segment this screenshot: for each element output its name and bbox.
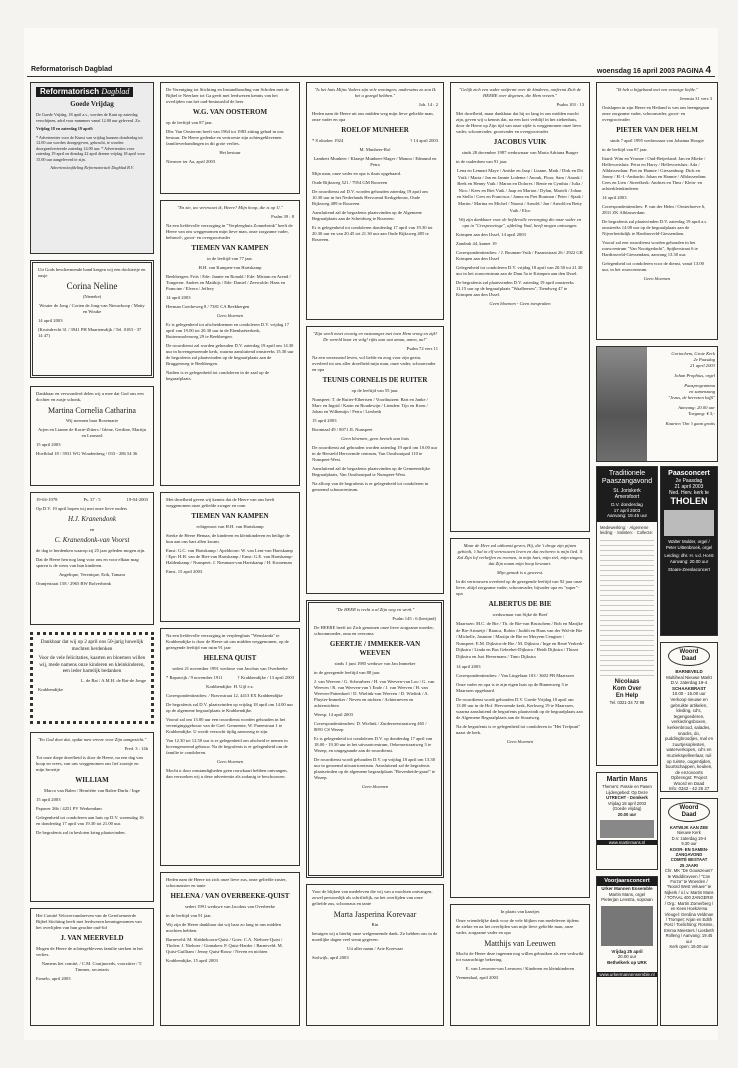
thanks-van-leeuwen: In plaats van kaartjes Onze vriendelijke dank voor de vele blijken van medeleven tijdens de ziekte en na het overlijden van mijn lieve geliefde man, onze vader, zorgzame vader en opa Matthijs van Leeuwen Mocht de Heere deze ingemen nog willen gebruiken als een verkwikt tot waarachtige bekering. E. van Leeuwen-van Leeuwen / Kinderen en kleinkinderen Veenendaal, april 2003 — [450, 904, 590, 1026]
concert-gorinchem-ad: Gorinchem, Grote Kerk 2e Paasdag 21 april 2003 Johan Prophius, orgel Paasprogramma en samenzang "Jezus, de herrezen koffi" Aanvang: 20.00 uur Toegang: € 5,- Kaarten 'Om 't gaan gratis — [596, 346, 718, 462]
deceased-name: WILLIAM — [75, 776, 109, 784]
woord-en-daad-barneveld-ad: Woord Daad BARNEVELD Multiheal Nieuwe Markt D.V. zaterdag 19-4 SCHAAKBRAST 10.00 - 15.00 uur Verkoop nieuwe en gebruikte artikelen, kleding, cd's, tegengoederen, verkiezingsboxen, kerkenbrood, salades, snacks, do, puddingbroodjes, mal en zuurtjesoplesten, waterverkopen, cd's en muziekspelleerlaar, ruil op ruimte, oogentijden, buurtschappen, keuken, de enzovoorts Opbrengst: Project Woord en Daad Info: 0342 - 42 26 27 — [660, 642, 718, 792]
website-link[interactable]: www.martinmans.nl — [597, 840, 657, 846]
death-notice-immeker: "De HEER is recht u al Zijn weg en werk." Psalm 145 : 6 (berijmd) De HEERE heeft tot Zich genomen onze lieve zorgzame moeder, schoonmoeder, oma en overoma GEERTJE / IMMEKER-VAN WEEVEN sinds 1 juni 1985 weduwe van Jan Immeker in de gezegende leeftijd van 88 jaar. J. van Weeven / G. Scheurbeer / H. van Weeven-van Loo / G. van Weeven / R. van Weeven-van 't Ende / J. van Weeven / H. van Weeven-Pattenhoel / D. Wielink-van Weeven / D. Wielink / A. Pluyter-Immeker / Neven en nichten / Achterneven en achternichten Weesp, 14 april 2003 Correspondentieadres: D. Wielink / Zuiderzeestraatweg 465 / 8091 CS Wezep Er is gelegenheid tot condoleren D.V. op donderdag 17 april van 18.00 - 19.30 uur in het uitvaartcentrum, Oekensestraatweg 3 te Wezep, en omgegaande aan de rouwdienst. De rouwdienst wordt gehouden D.V. op vrijdag 18 april om 13.30 uur in genoemd uitvaartcentrum. Aansluitend zal de begrafenis plaatsvinden op de algemene begraafplaats "Bovenheide-graaf" te Wezep. Geen bloemen — [306, 600, 444, 878]
church-photo — [664, 510, 714, 536]
page-info: woensdag 16 april 2003 PAGINA 4 — [596, 65, 711, 76]
website-link[interactable]: www.urkermannensemble.nl — [597, 972, 657, 978]
refo-notice: Reformatorisch Dagblad Goede Vrijdag De Goede Vrijdag, 18 april a.s., worden de Kunt op zaterdag verschijnen, adrd voor nummers vanaf 12.00 uur geleverd. Zo. Vrijdag 18 en zaterdag 19 april: * Advertenties voor de Kunst van vrijdag kunnen donderdag tot 12.00 uur worden doorgegeven, gebracht, te worden doorgeadverteerde zaterdag 14.00 uur. * Advertenties voor zaterdag 19 april en dinsdag 22 april dienen vrijdag 18 april voor 15.00 uur aangeleverd te zijn. Advertentieafdeling Reformatorisch Dagblad B.V. — [30, 82, 154, 254]
death-notice-oosterom: De Vereniging tot Stichting en Instandhouding van Scholen met de Bijbel te Neerlaer tot Ga geeft met leedwezen kennis van het overlijden van het oud-bestuurslid de heer W.G. VAN OOSTEROM op de leeftijd van 87 jaar. Dhr. Van Oosterom heeft van 1964 tot 1983 zitting gehad in ons bestuur. De Heere gedenke en vertroeste zijn achtergeblevenen familieverbandingen in dit grote verlies. Het bestuur Nieuwer ter Aa, april 2003 — [160, 82, 300, 194]
thanks-notice: Dankbaar dat wij op 2 april ons 50-jarig huwelijk mochten herdenken Voor de vele felicitaties, kaarten en bloemen willen wij, mede namens onze kinderen en kleinkinderen, een ieder hartelijk bedanken L. de Bat / A.M.H. de Bat-de Jonge Krabbendijke — [30, 632, 154, 724]
death-notice-quist: Na een liefdevolle verzorging in verpleeghuis "Wenslanda" te Krabbendijke is door de Heere uit ons midden weggenomen, op de gezegende leeftijd van ruim 91 jaar HELENA QUIST sedert 21 november 1991 weduwe van Jacobus van Overbeeke * Rapawijk / 9 november 1911 † Krabbendijke / 13 april 2003 Krabbendijke: H. Uijl e.z. Correspondentieadres: / Bravostraat 12, 4413 EX Krabbendijke De begrafenis zal D.V. plaatsvinden op vrijdag 18 april om 14.00 uur op de algemene begraafplaats te Krabbendijke. Vooraf zal om 13.00 uur een rouwdienst worden gehouden in het verenigingsgebouw van de Gref. Gemeente, W. Pareestraat 1 te Krabbendijke. U wordt verzocht tijdig aanwezig te zijn. Van 12.30 tot 12.50 uur is er gelegenheid om afscheid te nemen in bovengenoemd gebouw. Na de begrafenis is er gelegenheid om de familie te condoleren. Geen bloemen Mocht u door omstandigheden geen rouwkaart hebben ontvangen, dan verzoeken wij u deze advertentie als zodanig te beschouwen. — [160, 628, 300, 866]
notice-title: Goede Vrijdag — [70, 100, 114, 108]
thanks-korevaar: Voor de blijken van medeleven die wij van u mochten ontvangen, zowel persoonlijk als schriftelijk, na het overlijden van onze geliefde zus, schoonzus en tante Marta Jasperina Korevaar Rin betuigen wij u hierbij onze welgemeende dank. Zo hebben ons in de moeilijke dagen veel steun gegeven. Uit aller naam / Arie Korevaar Stolwijk, april 2003 — [306, 884, 444, 1026]
paper-name: Reformatorisch Dagblad — [31, 66, 113, 73]
voorjaarsconcert-ad: Voorjaarsconcert Urker Mannen Ensemble Martin Mans, orgel Pieterjan Lenstra, sopraan Vrijdag 25 april 20.00 uur Bethelkerk op URK www.urkermannensemble.nl — [596, 876, 658, 1026]
paasconcert-tholen-ad: Paasconcert 2e Paasdag 21 april 2003 Ned. Herv. kerk te THOLEN Walter Mulder, orgel / Peter Uittenbroek, orgel Leiding: dhr. H. v.d. Horst Aanvang: 20.00 uur Stoare-Zeeslaconcert — [660, 466, 718, 636]
memorial-meerveld: Het Comité Velovervandaerven van de Gereformeerde Bijbel Stichting heeft met leedwezen kennisgenomen van het overlijden van hun geachte oud-lid J. VAN MEERVELD Mogen de Heere de achtergeblevens familie sterken in het verlies. Namens het comité, / C.M. Couijnoreds, voorzitter / T. Timmer, secretaris Ermelo, april 2003 — [30, 908, 154, 1026]
ensemble-photo — [601, 906, 653, 946]
woord-en-daad-logo: Woord Daad — [668, 802, 710, 822]
death-notice-de-ruiter: "Zijn weelt moet eeuwig en vastaanges met toen Hem vroeg en zijk! De wereld baar en volg! rijks aan wat aman, amen, nu!" Psalm 72 vers 11 Na een verrassend leven, vol liefde en zorg voor zijn gezin, overleed tot ons aller droefheid mijn man, onze vader, schoonvader en opa TEUNIS CORNELIS DE RUITER op de leeftijd van 55 jaar. Nunspeet: T. de Ruiter-Elbertsen / Voorthuizen: Bart en Janke / Marc en Ingrid / Karin en Boudewijn / Lienden: Tijo en Koen / Johan en Wilhemijn / Petra / Liesbeth 15 april 2003 Boomtaal 49 / 8071 JL Nunspeet Geen bloemen, geen bezoek aan huis De rouwdienst zal gehouden worden zaterdag 19 april om 10.00 uur in de Hersteld Hervormde centrum, Van Oosthoutpad 110 te Nunspeet-West. Aansluitend zal de begrafenis plaatsvinden op de Gemeentelijke Begraafplaats, Van Oosthoutpad te Nunspeet-West. Na afloop van de begrafenis is er gelegenheid tot condoleren in genoemd schuurcentrum. — [306, 326, 444, 594]
death-notice-van-overbeeke: Heden nam de Heere tot zich onze lieve zus, onze geliefde zuster, schoonzuster en tante HELENA / VAN OVERBEEKE-QUIST sedert 1991 weduwe van Jacobus van Overbeeke in de leeftijd van 91 jaar. Wij zijn de Heere dankbaar dat wij haar zo lang in ons midden mochten hebben. Barneveld: M. Slabbekoorn-Quist / Goes: C.A. Nieboer-Quist / Tholen: J. Nieboer / Ginnaken: P. Quist-Harder / Barneveld: M. Quist-Guilliam / Jenny Quist-Rouw / Neven en nichten Krabbendijke, 15 april 2003 — [160, 872, 300, 1026]
death-notice-vuik: "Gelijk zich een vader ontfermt over de kinderen, ontfermt Zich de HEERE over degenen, die Hem vrezen." Psalm 103 : 13 Met droefheid, maar dankbaar dat hij zo lang in ons midden mocht zijn, geven wij u kennis dat, na een kort verblijf in het ziekenhuis, door de Heere op Zijn tijd van onze zijde is weggenomen onze lieve vader, schoonvader, grootvader en overgrootvader JACOBUS VUIK sinds 28 december 1987 weduwnaar van Maria Adriana Burger in de ouderdom van 91 jaar. Lena en Lennart Maye / Aniske en Jaap / Lianne, Mark / Dirk en Dit Vuik / Maria / Jan en Jannie Lodeme / Anouk, Floor, Sam / Anouk / Beek en Henny Vuik / Maron en Dolores / Bente en Cynthia / Julia / Nico / Kees en Riet Vuik / Jaap en Marion / Dylan, Marieli / Johan en Stella / Cees en Francisca / Janna en Piet Bouman / Peter / Sjaak / Martin / Marina en Michel / Naomi / Arnold / Jan / Arnold en Betty Vuik / Elco Wij zijn dankbaar voor de liefdevolle verzorging die onze vader en opa in "Crespeweinge", afdeling Vaal, heeft mogen ontvangen. Krimpen aan den IJssel, 14 april 2003 Zandrak 44, kamer 19 Correspondentieadres: / J. Bouman-Vuik / Fazantstraat 26 / 2922 GR Krimpen aan den IJssel Gelegenheid tot condoleren D.V. vrijdag 18 april van 20.30 tot 21.30 uur in het rouwcentrum aan de Dam 5a te Krimpen aan den IJssel. De begrafenis zal plaatsvinden D.V. zaterdag 19 april omstreeks 11.15 uur op de begraafplaats "Waalbersen", Tiendweg 47 te Krimpen aan den IJssel. Geen bloemen - Geen toespraken — [450, 82, 590, 532]
paaszangavond-ad: Traditionele Paaszangavond St. Joriskerk Amersfoort D.V. donderdag 17 april 2003 Aanvang: 19.45 uur Medewerking: · Algemene leiding: · Solisten: · Collecte: Nicolaas Kom Over En Help Tel. 0321-34 72 98 — [596, 466, 658, 766]
death-notice-munheer: "Is het huis Mijns Vaders zijn vele woningen; anderszins zo zou Ik het u gezegd hebben." Joh. 14 : 2 Heden nam de Heere uit ons midden weg mijn lieve geliefde man, onze vader en opa ROELOF MUNHEER * 8 oktober 1924 † 14 april 2003 M. Munheer-Rol Lambert Munheer / Klaasje Munheer-Slager / Manon / Edmund en Petra Mijn man, onze vader en opa is thuis opgebaard. Oude Rijksweg 521 / 7954 GM Rouveen De rouwdienst zal D.V. worden gehouden zaterdag 19 april om 10.30 uur in het Nederlands Hervormd Kerkgebouw, Oude Rijksweg 489 te Rouveen. Aansluitend zal de begrafenis plaatsvinden op de Algemene Begraafplaats aan de Scheidweg te Rouveen. Er is gelegenheid tot condoleren donderdag 17 april van 19.30 tot 20.30 uur en van 20.45 tot 21.30 uur aan Oude Rijksweg 485 te Rouveen. — [306, 82, 444, 320]
death-notice-van-der-helm: "Ik heb u bijgebaad met een eeuwige liefde." Jeremia 31 vers 3 Ontslapen in zijn Heere en Heiland is van ons heengegaan onze zorgzame vader, schoonvader, groot- en overgrootvader PIETER VAN DER HELM sinds 7 april 1995 weduwnaar van Johanna Hoogte in de leeftijd van 87 jaar. Ittard: Wim en Yvonne / Oud-Beijerland: Jan en Mieke / Hellevoetsluis: Petra en Harry / Hellevoetsluis: Ada / Alblasserdam: Piet en Hannie / Giessenburg: Dick en Jonny / H.-I.-Ambacht: Johan en Hannie / Alblasserdam: Cees en Lien / Streefkerk: Andries en Thea / Klein- en achterkleinkinderen 14 april 2003 Correspondentieadres: P. van der Helm / Oosterhoeve 6, 2831 ZK Alblasserdam De begrafenis zal plaatsvinden D.V. zaterdag 19 april a.s. omstreeks 14.00 uur op de begraafplaats aan de Nijverheidsdijk te Hardinxveld-Giessendam. Vooraf zal een rouwdienst worden gehouden in het rouwcentrum "Van Nooitgedacht", Spijkerstraat 6 te Hardinxveld-Giessendam, aanvang 13.30 uur. Gelegenheid tot condoleren voor de dienst, vanaf 13.00 uur, in het rouwcentrum. Geen bloemen — [596, 82, 718, 340]
birth-notice-martina: Dankbaar en verwonderd delen wij u mee dat God ons een dochter en zusje schonk, Martina Cornelia Catharina Wij noemen haar Rosemarie Arjen en Lianne de Korte-Zitters / Irlene, Gerdine, Martijn en Leonard 15 april 2003 Hoefblad 18 / 3931 WG Woudenberg / 033 - 286 54 36 — [30, 386, 154, 486]
child-name: Corina Neline — [66, 281, 118, 291]
death-notice-van-kampen-family: Met droefheid geven wij kennis dat de Heere van ons heeft weggenomen onze geliefde zwager en oom TIEMEN VAN KAMPEN echtgenoot van H.H. van Hartskamp Sterke de Heere Hemaa, de kinderen en kleinkinderen en heilige de hun aan ons hart allen kwam. Emst: G.C. van Hartskamp / Apeldoorn: W. van Lent-van Hartskamp / Epe: H.H. van de Biet-van Hartskamp / Emst: G.E. van Hartskamp-Haldenkamp / Nunspeet: J. Nieuman-van Hartskamp / H. Kroneman Emst, 15 april 2003 — [160, 492, 300, 622]
masthead — [27, 62, 715, 77]
woord-en-daad-logo: Woord Daad — [668, 646, 710, 666]
death-notice-de-bie: Maar de Heer zal uitkomst geven, Hij, die 't droge zijn pijnen gebiedt, 't Sal in elf vertrouwen leven en dat recheren is mijn lied. 'k Zal Zijn lof verheffen en roemen, in mijn hart, mijn ziel, mijn zingen, dat Zijn naam mijn hoop bewaart. Mijn gemak is u geweest. In dit vertrouwen overleed op de gezegende leeftijd van 92 jaar onze lieve, altijd zorgzame vader, schoonvader, bijvader opa en "super"-opa ALBERTUS DE BIE weduwnaar van Sijke de Boef Maarssen: M.C. de Bie / Th. de Bie-van Bruischem / Bob en Marijke de Bie-Artmeijt / Bianca, Robin / Judith en Hans van der Wal-de Bie / Michelle, Jasmine / Martijn de Bie en Meryem Cengiser / Nunspeet: E.M. Dijkstra-de Bie / M. Dijkstra / Inge en René Verkerk-Dijkstra / Linda en Bas Gebrehet-Dijkstra / Heidi Dijkstra / Thirza Dijkstra en Juri Hevermans / Timo Dijkstra 14 april 2003 Correspondentieadres: / Van Lingelaan 103 / 3602 PB Maarssen Onze vader en opa is te zijn eigen huis op de Binnenweg 3 te Maarssen opgebaard. De rouwdienst wordt gehouden D.V. Goede Vrijdag 18 april om 13.00 uur in de Hof. Hervormde kerk, Kerkweg 19 te Maarssen, waarna aansluitend de begrafenis plaatsvindt op de begraafplaats aan de Algemene Begraafplaats aan de Straatweg. Na de begrafenis is er gelegenheid tot condoleren in "Het Trefpunt" naast de kerk. Geen bloemen — [450, 538, 590, 898]
death-notice-william: "En God doet dat, opdat men vreeze voor Zijn aangezicht." Pred. 3 : 14b Tot onze diepe droefheid is door de Heere, na een dag van hoop en vrees, van ons weggenomen ons lief zoontje en mijn broertje WILLIAM Marco van Balen / Henriëtte van Balen-Durlu / Inge 15 april 2003 Papaver 26b / 4251 PV Werkendam Gelegenheid tot condoleren aan huis op D.V. woensdag 16 en donderdag 17 april van 19.30 tot 21.00 uur. De begrafenis zal in besloten kring plaatsvinden. — [30, 732, 154, 902]
refo-logo: Reformatorisch Dagblad — [36, 87, 133, 97]
death-notice-van-kampen: "En zie, uw vertrouwt ik, Heere? Mijn hoop, die is op U." Psalm 39 : 8 Na een liefdevolle verzorging in "Verpleeghuis Zonnebrink" heeft de Heere van ons weggenomen mijn lieve man, onze zorgzame vader, behuwd-, groot- en overgrootvader TIEMEN VAN KAMPEN in de leeftijd van 77 jaar. H.H. van Kampen-van Hartskamp Beekbergen: Frits / Ede: Jannie en Ronald / Ede: Miriam en Arend / Tongeren: Andres en Matthijs / Ede: Daniel / Zeewolde: Hans en Francine / Elvera / Jeffrey 14 april 2003 Herman Coerbeweg 8 / 7381 CA Beekbergen Geen bloemen Er is gelegenheid tot afscheidnemen en condoleren D.V. vrijdag 17 april van 19.00 tot 20.30 uur in de Ebenhaëzerkerk, Ruitersmolenweg 29 te Beekbergen. De rouwdienst zal worden gehouden D.V. zaterdag 19 april om 14.30 uur in bovengenoemde kerk, waarna aansluitend omstreeks 15.30 uur de begrafenis zal plaatsvinden op de begraafplaats aan de Bruggenweg te Beekbergen. Nadien is er gelegenheid tot condoleren in de zaal op de begraafplaats. — [160, 200, 300, 486]
jubilee-notice: 19-04-1978 Ps. 37 : 5 19-04-2003 Op D.V. 19 april hopen wij met onze lieve ouders H.J. Kranendonk en C. Kranendonk-van Voorst de dag te herdenken waarop zij 25 jaar geleden mogen zijn. Dat de Heere hen nog lang voor ons en voor elkaar mag sparen is de wens van hun kinderen. Angelique, Verenique, Erik, Tamara Oranjestraat 158 / 2965 BW Rolverbrink — [30, 492, 154, 625]
birth-notice-corina: Uit Gods beschermende hand kregen wij een dochtertje en zusje Corina Neline (Nieneke) Wouter de Jong / Corien de Jong-van Nieuwkoop / Matty en Wouke 14 april 2003 (Kruisdrecht 31 / 3941 PH Maartensdijk / Tel. 0183 - 37 14 47) — [30, 260, 154, 378]
organ-photo — [597, 347, 647, 461]
woord-en-daad-katwijk-ad: Woord Daad KATWIJK AAN ZEE Nieuwe Kerk D.V. zaterdag 19-4 9.30 uur KOOR- EN SAMEN-ZANGAVOND COMITÉ BESTAAT 25 JAAR! Chr. MK "De Gouwzeuen" te Waddinxveen / "Con Forza" te Woerden / "Noord West Veluwe" te Nijkerk / o.l.v. Martin Mans / TOTAAL 400 ZANGERS! / Org.: Martin Zomerberg / en Kees Hoekzema Vleugel: Gerdina Veldman / Trompet: Arjan en Edith Post / Toelichting: Rosmie, Emma Meesters / Liesbeth Rolleng / Aanvang: 19.45 uur Kerk open: 19.00 uur — [660, 798, 718, 1026]
cd-photo — [600, 820, 654, 838]
martin-mans-ad: Martin Mans Theme's: Passie en Pasen Lijdengebed: Op Deze UTRECHT - Domkerk Vrijdag 18 april 2003 (Goede vrijdag) 20.00 uur www.martinmans.nl — [596, 772, 658, 870]
